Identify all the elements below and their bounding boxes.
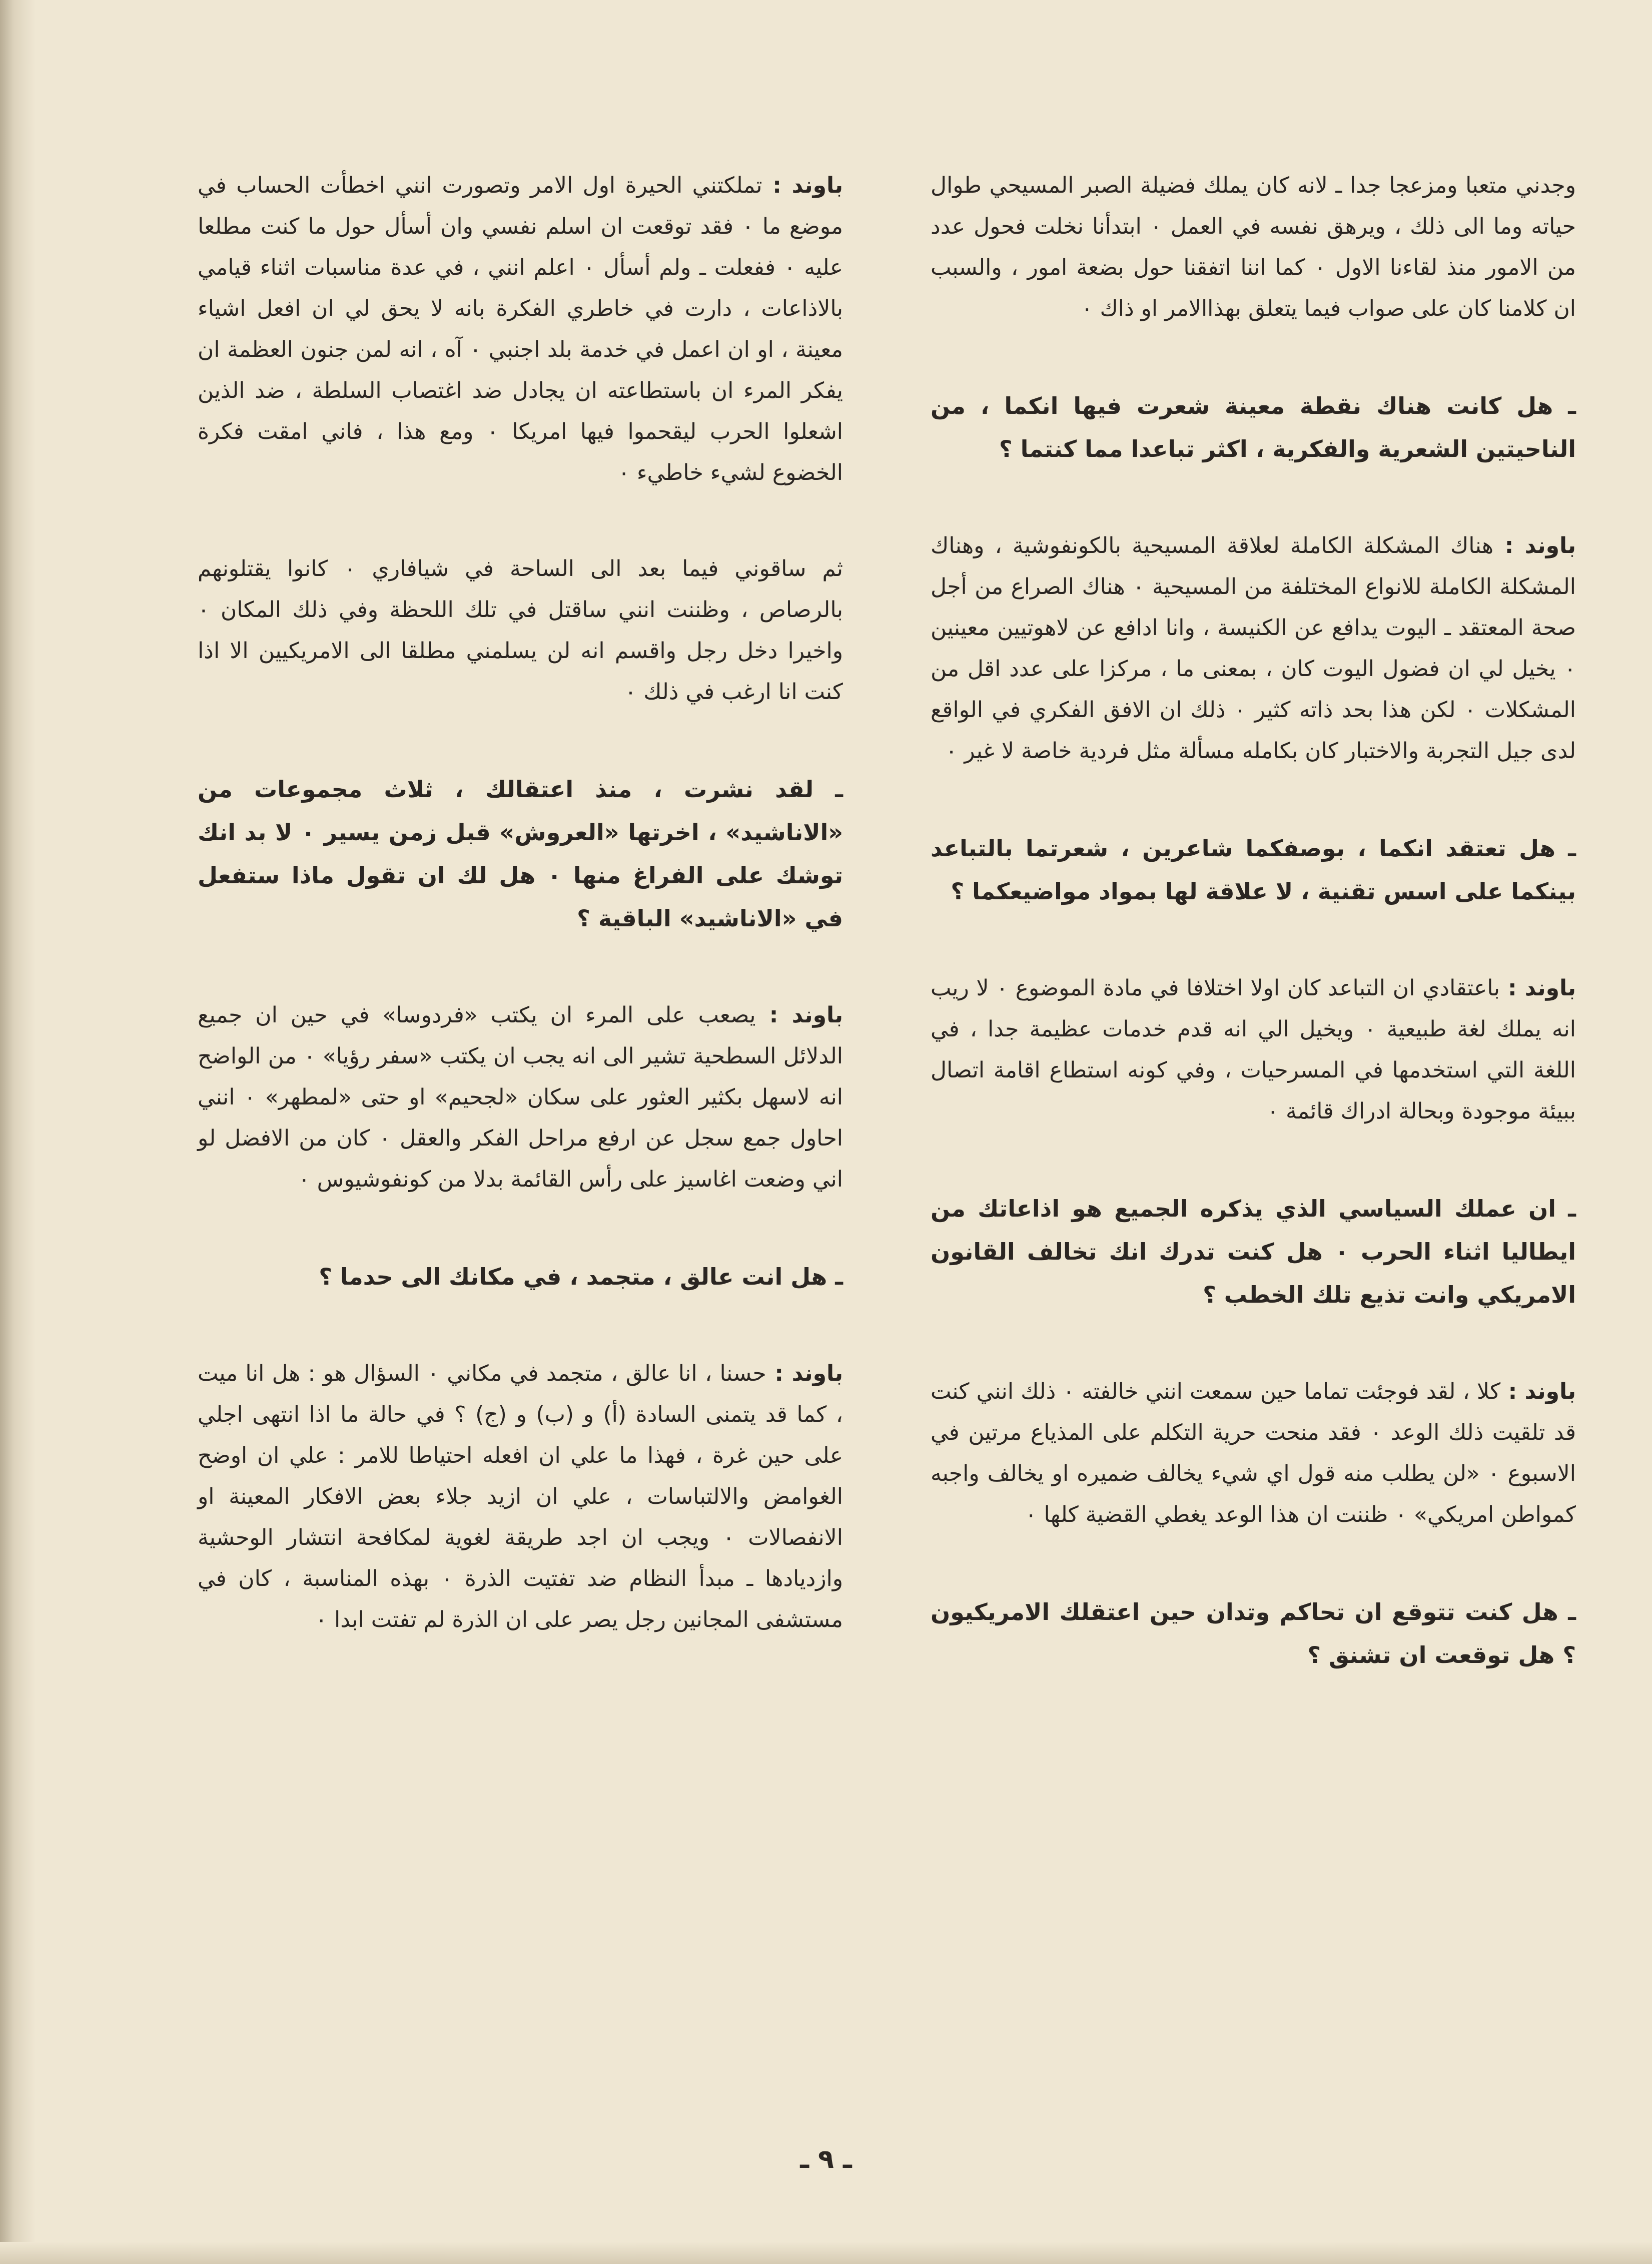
- interview-question: ـ هل تعتقد انكما ، بوصفكما شاعرين ، شعرتما بالتباعد بينكما على اسس تقنية ، لا علاقة لها بمواد مواضيعكما ؟: [931, 835, 1576, 905]
- page-number: ـ ٩ ـ: [800, 2144, 852, 2174]
- interview-question: ـ لقد نشرت ، منذ اعتقالك ، ثلاث مجموعات من «الاناشيد» ، اخرتها «العروش» قبل زمن يسير ٠ لا بد انك توشك على الفراغ منها ٠ هل لك ان تقول ماذا ستفعل في «الاناشيد» الباقية ؟: [198, 776, 844, 932]
- speaker-label: باوند :: [1500, 1379, 1576, 1404]
- answer-paragraph: [198, 1353, 843, 1640]
- answer-text: يصعب على المرء ان يكتب «فردوسا» في حين ان جميع الدلائل السطحية تشير الى انه يجب ان يكتب «سفر رؤيا» ٠ من الواضح انه لاسهل بكثير العثور على سكان «لجحيم» او حتى «لمطهر» ٠ انني احاول جمع سجل عن ارفع مراحل الفكر والعقل ٠ كان من الافضل لو اني وضعت اغاسيز على رأس القائمة بدلا من كونفوشيوس ٠: [198, 1002, 844, 1192]
- page-edge-left: [0, 0, 35, 2264]
- interview-question: ـ ان عملك السياسي الذي يذكره الجميع هو اذاعاتك من ايطاليا اثناء الحرب ٠ هل كنت تدرك انك تخالف القانون الامريكي وانت تذيع تلك الخطب ؟: [931, 1195, 1576, 1308]
- speaker-label: باوند :: [766, 1361, 844, 1386]
- answer-paragraph: [198, 995, 843, 1200]
- answer-paragraph: [198, 548, 843, 713]
- answer-paragraph: [931, 165, 1576, 329]
- interview-question: ـ هل كانت هناك نقطة معينة شعرت فيها انكما ، من الناحيتين الشعرية والفكرية ، اكثر تباعدا مما كنتما ؟: [931, 392, 1576, 462]
- answer-text: تملكتني الحيرة اول الامر وتصورت انني اخطأت الحساب في موضع ما ٠ فقد توقعت ان اسلم نفسي وان أسأل حول ما كنت مطلعا عليه ٠ ففعلت ـ ولم أسأل ٠ اعلم انني ، في عدة مناسبات اثناء قيامي بالاذاعات ، دارت في خاطري الفكرة بانه لا يحق لي ان افعل اشياء معينة ، او ان اعمل في خدمة بلد اجنبي ٠ آه ، انه لمن جنون العظمة ان يفكر المرء ان باستطاعته ان يجادل ضد اغتصاب السلطة ، ضد الذين اشعلوا الحرب ليقحموا فيها امريكا ٠ ومع هذا ، فاني امقت فكرة الخضوع لشيء خاطيء ٠: [198, 173, 844, 485]
- speaker-label: باوند :: [762, 173, 843, 198]
- speaker-label: باوند :: [1499, 975, 1576, 1001]
- answer-text: ثم ساقوني فيما بعد الى الساحة في شيافاري ٠ كانوا يقتلونهم بالرصاص ، وظننت انني ساقتل في تلك اللحظة وفي ذلك المكان ٠ واخيرا دخل رجل واقسم انه لن يسلمني مطلقا الى الامريكيين الا اذا كنت انا ارغب في ذلك ٠: [198, 556, 843, 705]
- page-edge-bottom: [0, 2242, 1652, 2264]
- speaker-label: باوند :: [755, 1002, 843, 1028]
- left-column: [198, 165, 843, 2067]
- answer-text: هناك المشكلة الكاملة لعلاقة المسيحية بالكونفوشية ، وهناك المشكلة الكاملة للانواع المختلفة من المسيحية ٠ هناك الصراع من أجل صحة المعتقد ـ اليوت يدافع عن الكنيسة ، وانا ادافع عن لاهوتيين معينين ٠ يخيل لي ان فضول اليوت كان ، بمعنى ما ، مركزا على عدد اقل من المشكلات ٠ لكن هذا بحد ذاته كثير ٠ ذلك ان الافق الفكري في الواقع لدى جيل التجربة والاختبار كان بكامله مسألة مثل فردية خاصة لا غير ٠: [931, 533, 1576, 764]
- answer-paragraph: [931, 525, 1576, 772]
- answer-text: كلا ، لقد فوجئت تماما حين سمعت انني خالفته ٠ ذلك انني كنت قد تلقيت ذلك الوعد ٠ فقد منحت حرية التكلم على المذياع مرتين في الاسبوع ٠ «لن يطلب منه قول اي شيء يخالف ضميره او يخالف واجبه كمواطن امريكي» ٠ ظننت ان هذا الوعد يغطي القضية كلها ٠: [931, 1379, 1576, 1527]
- interview-question: ـ هل كنت تتوقع ان تحاكم وتدان حين اعتقلك الامريكيون ؟ هل توقعت ان تشنق ؟: [931, 1598, 1576, 1668]
- speaker-label: باوند :: [1493, 533, 1576, 558]
- answer-paragraph: [931, 968, 1576, 1132]
- answer-text: حسنا ، انا عالق ، متجمد في مكاني ٠ السؤال هو : هل انا ميت ، كما قد يتمنى السادة (أ) و (ب) و (ج) ؟ في حالة ما اذا انتهى اجلي على حين غرة ، فهذا ما علي ان افعله احتياطا للامر : علي ان اوضح الغوامض والالتباسات ، علي ان ازيد جلاء بعض الافكار المعينة او الانفصالات ٠ ويجب ان اجد طريقة لغوية لمكافحة انتشار الوحشية وازديادها ـ مبدأ النظام ضد تفتيت الذرة ٠ بهذه المناسبة ، كان في مستشفى المجانين رجل يصر على ان الذرة لم تفتت ابدا ٠: [198, 1361, 844, 1632]
- answer-text: وجدني متعبا ومزعجا جدا ـ لانه كان يملك فضيلة الصبر المسيحي طوال حياته وما الى ذلك ، ويرهق نفسه في العمل ٠ ابتدأنا نخلت فحول عدد من الامور منذ لقاءنا الاول ٠ كما اننا اتفقنا حول بضعة امور ، والسبب ان كلامنا كان على صواب فيما يتعلق بهذاالامر او ذاك ٠: [931, 173, 1576, 321]
- answer-paragraph: [931, 1371, 1576, 1535]
- right-column: [931, 165, 1576, 2067]
- interview-question: ـ هل انت عالق ، متجمد ، في مكانك الى حدما ؟: [319, 1263, 843, 1290]
- answer-paragraph: [198, 165, 843, 493]
- answer-text: باعتقادي ان التباعد كان اولا اختلافا في مادة الموضوع ٠ لا ريب انه يملك لغة طبيعية ٠ ويخيل الي انه قدم خدمات عظيمة جدا ، في اللغة التي استخدمها في المسرحيات ، وفي كونه استطاع اقامة اتصال ببيئة موجودة وبحالة ادراك قائمة ٠: [931, 975, 1576, 1124]
